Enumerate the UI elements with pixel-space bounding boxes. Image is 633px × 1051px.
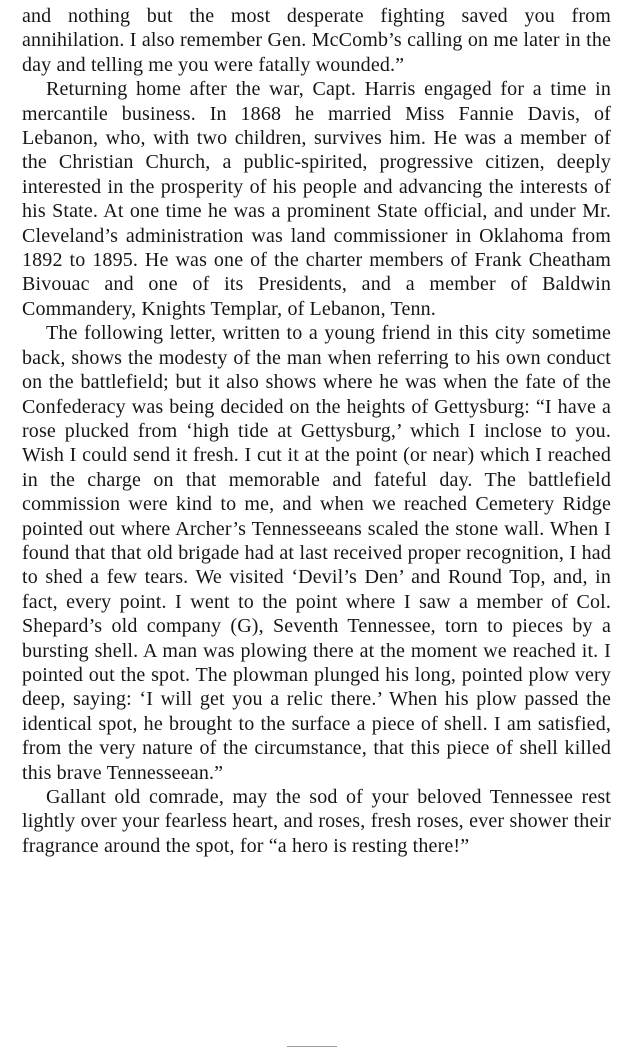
section-divider: [287, 1046, 337, 1047]
paragraph-tribute: Gallant old comrade, may the sod of your beloved Tennessee rest lightly over your fearless heart, and roses, fresh roses, ever shower their fragrance around the spot, for “a hero is resting there!”: [22, 786, 611, 857]
paragraph-battle-recollection: and nothing but the most desperate fighting saved you from annihilation. I also remember Gen. McComb’s calling on me later in the day and telling me you were fatally wounded.”: [22, 5, 611, 76]
article-text: [22, 4, 611, 858]
paragraph-gettysburg-letter: The following letter, written to a young friend in this city sometime back, shows the modesty of the man when referring to his own conduct on the battlefield; but it also shows where he was when the fate of the Confederacy was being decided on the heights of Gettysburg: “I have a rose plucked from ‘high tide at Gettysburg,’ which I inclose to you. Wish I could send it fresh. I cut it at the point (or near) which I reached in the charge on that memorable and fateful day. The battlefield commission were kind to me, and when we reached Cemetery Ridge pointed out where Archer’s Tennesseeans scaled the stone wall. When I found that that old brigade had at last received proper recognition, I had to shed a few tears. We visited ‘Devil’s Den’ and Round Top, and, in fact, every point. I went to the point where I saw a member of Col. Shepard’s old company (G), Seventh Tennessee, torn to pieces by a bursting shell. A man was plowing there at the moment we reached it. I pointed out the spot. The plowman plunged his long, pointed plow very deep, saying: ‘I will get you a relic there.’ When his plow passed the identical spot, he brought to the surface a piece of shell. I am satisfied, from the very nature of the circumstance, that this piece of shell killed this brave Tennesseean.”: [22, 322, 611, 784]
paragraph-biography: Returning home after the war, Capt. Harris engaged for a time in mercantile business. In 1868 he married Miss Fannie Davis, of Lebanon, who, with two children, survives him. He was a member of the Christian Church, a public-spirited, progressive citizen, deeply interested in the prosperity of his people and advancing the interests of his State. At one time he was a prominent State official, and under Mr. Cleveland’s administration was land commissioner in Oklahoma from 1892 to 1895. He was one of the charter members of Frank Cheatham Bivouac and one of its Presidents, and a member of Baldwin Commandery, Knights Templar, of Lebanon, Tenn.: [22, 78, 611, 320]
